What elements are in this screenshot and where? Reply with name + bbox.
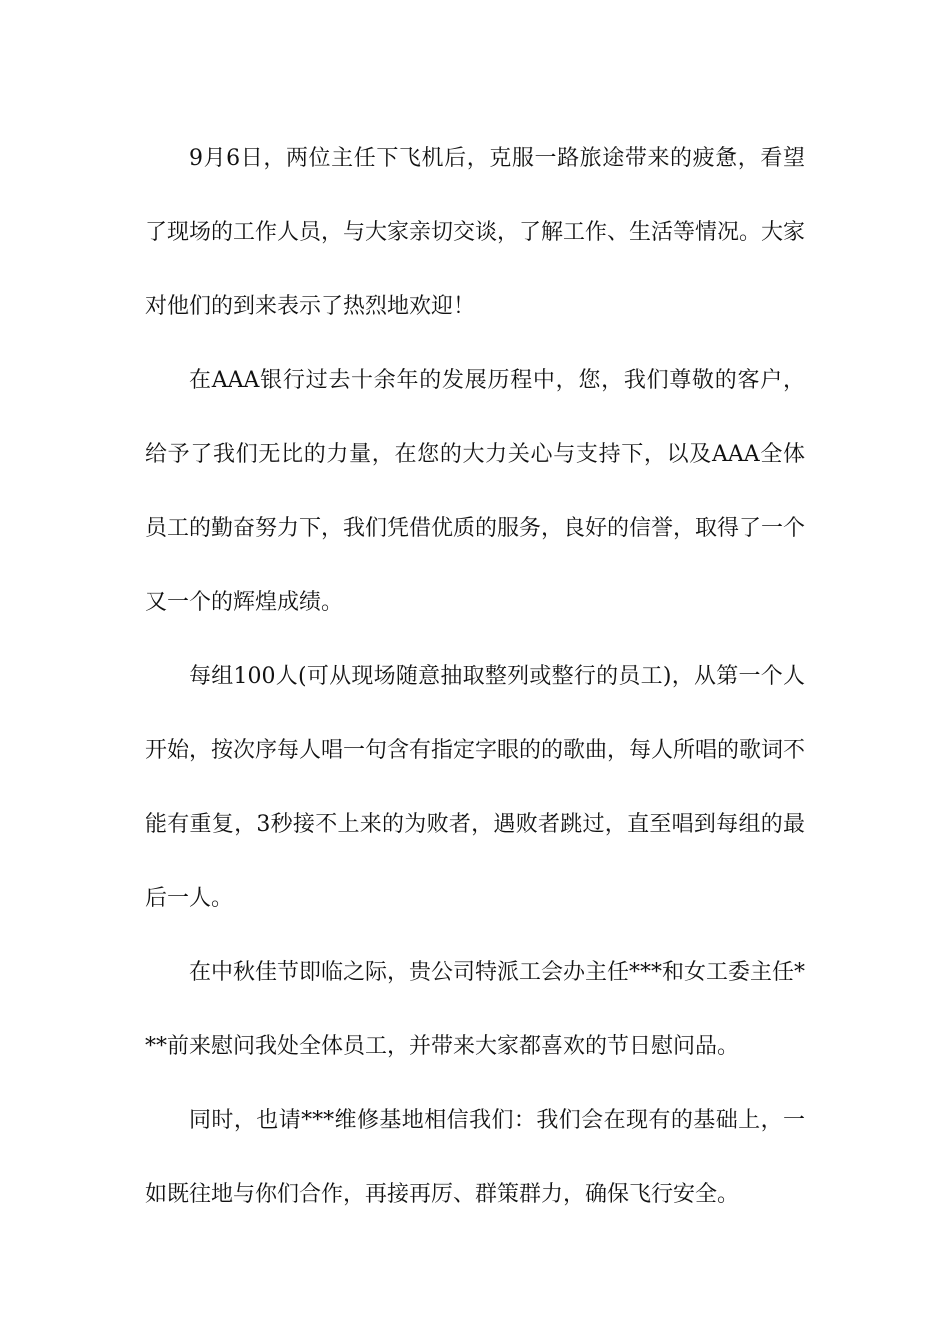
paragraph-2: 在AAA银行过去十余年的发展历程中，您，我们尊敬的客户，给予了我们无比的力量，在您的大力关心与支持下，以及AAA全体员工的勤奋努力下，我们凭借优质的服务，良好的信誉，取得了一个又一个的辉煌成绩。 xyxy=(145,368,806,615)
paragraph-5: 同时，也请***维修基地相信我们：我们会在现有的基础上，一如既往地与你们合作，再接再厉、群策群力，确保飞行安全。 xyxy=(145,1108,805,1207)
document-page xyxy=(145,122,805,1232)
paragraph-1: 9月6日，两位主任下飞机后，克服一路旅途带来的疲惫，看望了现场的工作人员，与大家亲切交谈，了解工作、生活等情况。大家对他们的到来表示了热烈地欢迎！ xyxy=(145,146,806,319)
paragraph-4: 在中秋佳节即临之际，贵公司特派工会办主任***和女工委主任***前来慰问我处全体员工，并带来大家都喜欢的节日慰问品。 xyxy=(145,960,806,1059)
paragraph-3: 每组100人(可从现场随意抽取整列或整行的员工)，从第一个人开始，按次序每人唱一句含有指定字眼的的歌曲，每人所唱的歌词不能有重复，3秒接不上来的为败者，遇败者跳过，直至唱到每组的最后一人。 xyxy=(145,664,806,911)
